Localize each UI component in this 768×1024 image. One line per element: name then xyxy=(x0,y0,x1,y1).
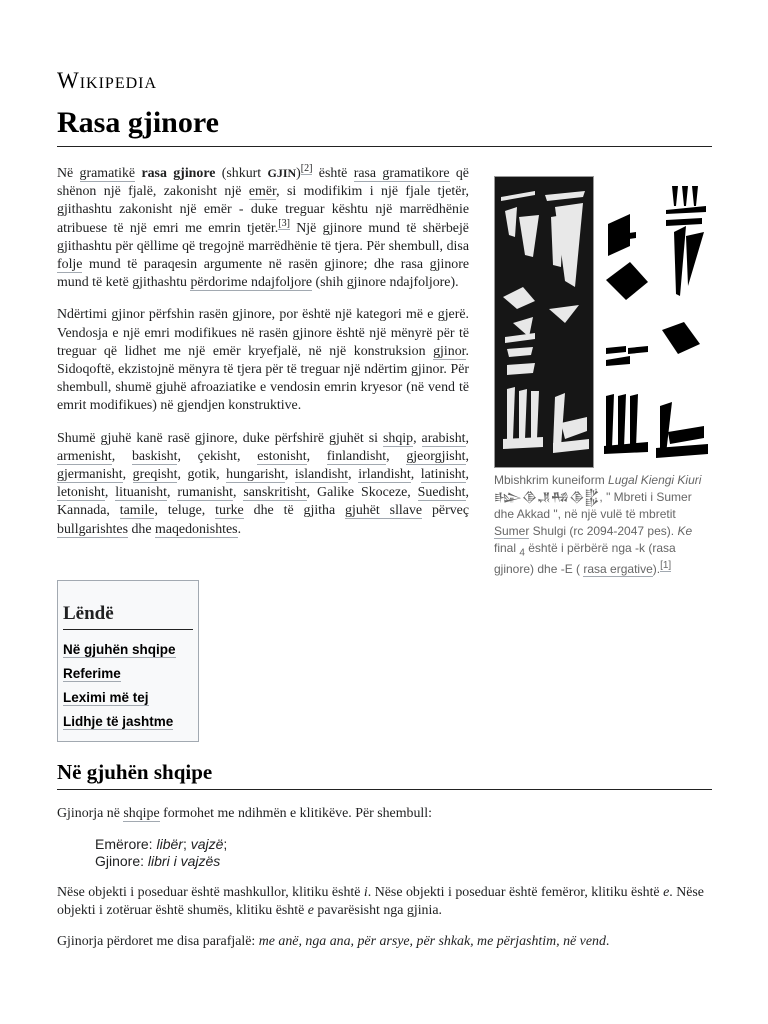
link-tamile[interactable]: tamile xyxy=(119,503,155,519)
text: dhe xyxy=(128,521,156,537)
language-link[interactable]: islandisht xyxy=(294,467,349,483)
text: Gjinore: xyxy=(95,853,148,869)
section-paragraph-3 xyxy=(57,933,712,951)
page-title: Rasa gjinore xyxy=(57,104,712,147)
language-link[interactable]: estonisht xyxy=(257,448,307,464)
text: , " Mbreti i Sumer dhe Akkad ", në një vulë të mbretit xyxy=(494,490,692,521)
reference-1[interactable]: [1] xyxy=(660,560,672,572)
language-link[interactable]: armenisht xyxy=(57,448,112,464)
text: Shulgi (rc 2094-2047 pes). xyxy=(529,524,678,538)
text: Emërore: xyxy=(95,836,157,852)
link-gjuhet-sllave[interactable]: gjuhët sllave xyxy=(345,503,423,519)
text: përveç xyxy=(422,503,469,519)
italic-text: e xyxy=(663,885,670,900)
link-folje[interactable]: folje xyxy=(57,257,83,273)
reference-3[interactable]: [3] xyxy=(278,217,290,229)
text: , teluge, xyxy=(154,503,216,519)
text: , si modifikim i një fjale tjetër, gjithashtu zakonisht një emër - duke treguar kështu një marrëdhënie atribuese të një emri me emrin tjetër. xyxy=(57,184,469,236)
language-link[interactable]: letonisht xyxy=(57,485,105,501)
text: Në xyxy=(57,166,80,181)
text: . Sidoqoftë, ekzistojnë mënyra të tjera për të treguar një ndërtim gjinor. Për shembull, shumë gjuhë afroaziatike e vendosin emrin kryesor (në vend të emrit modifikues) në gjendjen konstruktive. xyxy=(57,343,469,414)
text: ; xyxy=(223,836,228,852)
link-gramatike[interactable]: gramatikë xyxy=(79,166,136,181)
text: Galike Skoceze, xyxy=(317,485,418,501)
language-link[interactable]: latinisht xyxy=(420,467,466,483)
toc-item-referime[interactable]: Referime xyxy=(63,666,121,681)
text: ) xyxy=(296,166,301,181)
text: . Nëse objekti i zotëruar është shumës, klitiku është xyxy=(57,885,704,919)
link-suedisht[interactable]: Suedisht xyxy=(417,485,466,501)
link-perdorime-ndajfoljore[interactable]: përdorime ndajfoljore xyxy=(190,275,312,291)
toc-item-ne-gjuhen-shqipe[interactable]: Në gjuhën shqipe xyxy=(63,642,176,657)
language-link[interactable]: shqip xyxy=(382,430,414,446)
italic-text: Lugal Kiengi Kiuri xyxy=(608,473,702,487)
text: pavarësisht nga gjinia. xyxy=(313,903,442,919)
text: ). xyxy=(652,562,661,577)
text: mund të paraqesin argumente në rasën gjinore; dhe rasa gjinore mund të ketë gjithashtu xyxy=(57,257,469,291)
language-link[interactable]: gjeorgjisht xyxy=(406,448,466,464)
section-paragraph-1 xyxy=(57,805,712,823)
text: Gjinorja përdoret me disa parafjalë: xyxy=(57,934,259,949)
paragraph-3 xyxy=(57,430,469,539)
text: , Kannada, xyxy=(57,485,470,519)
text: Shumë gjuhë kanë rasë gjinore, duke përfshirë gjuhët si xyxy=(57,430,383,446)
language-link[interactable]: gjermanisht xyxy=(57,467,123,483)
toc-item-lidhje-te-jashtme[interactable]: Lidhje të jashtme xyxy=(63,714,174,729)
italic-text: vajzë xyxy=(190,836,224,852)
link-rasa-gramatikore[interactable]: rasa gramatikore xyxy=(353,166,450,181)
text: Ndërtimi gjinor përfshin rasën gjinore, por është një kategori më e gjerë. Vendosja e një emri modifikues në rasën gjinore është një mënyrë për të treguar që lidhet me një emër kryefjalë, në një konstruksion xyxy=(57,307,469,359)
link-maqedonishtes[interactable]: maqedonishtes xyxy=(155,521,238,537)
example-gjinore xyxy=(95,852,750,870)
text: është xyxy=(312,166,354,181)
text: Nëse objekti i poseduar është mashkullor, klitiku është xyxy=(57,885,364,900)
text: formohet me ndihmën e klitikëve. Për shembull: xyxy=(159,806,432,821)
figure-caption xyxy=(494,472,712,578)
language-link[interactable]: irlandisht xyxy=(358,467,411,483)
language-link[interactable]: sanskritisht xyxy=(243,485,307,501)
link-emer[interactable]: emër xyxy=(248,184,277,200)
language-link[interactable]: baskisht xyxy=(131,448,178,464)
language-link[interactable]: greqisht xyxy=(132,467,178,483)
italic-text: libër xyxy=(156,836,183,852)
link-rasa-ergative[interactable]: rasa ergative xyxy=(583,562,653,577)
bold-term: rasa gjinore xyxy=(141,166,216,181)
section-paragraph-2 xyxy=(57,884,712,920)
link-gjinor[interactable]: gjinor xyxy=(433,343,466,359)
text: Mbishkrim kuneiform xyxy=(494,473,609,487)
text: (shih gjinore ndajfoljore). xyxy=(311,275,459,291)
language-link[interactable]: lituanisht xyxy=(115,485,167,501)
italic-text: libri i vajzës xyxy=(147,853,221,869)
text: final xyxy=(494,541,520,555)
example-emerore xyxy=(95,835,750,853)
link-shqipe[interactable]: shqipe xyxy=(123,806,160,821)
link-sumer[interactable]: Sumer xyxy=(494,524,530,538)
italic-text: Ke xyxy=(677,524,693,538)
link-bullgarishtes[interactable]: bullgarishtes xyxy=(57,521,128,537)
text: dhe të gjitha xyxy=(243,503,346,519)
text: Një gjinore mund të shërbejë gjithashtu për qëllime që tregojnë marrëdhënie të tjera. Për shembull, disa xyxy=(57,220,469,254)
language-link[interactable]: hungarisht xyxy=(226,467,285,483)
paragraph-1 xyxy=(57,164,469,292)
language-link[interactable]: arabisht xyxy=(421,430,466,446)
language-link[interactable]: rumanisht xyxy=(177,485,233,501)
toc-item-leximi-me-tej[interactable]: Leximi më tej xyxy=(63,690,149,705)
text: që shënon një fjalë, zakonisht një xyxy=(57,166,469,200)
paragraph-2 xyxy=(57,306,469,415)
cuneiform-seal-photo[interactable] xyxy=(494,176,594,468)
link-turke[interactable]: turke xyxy=(215,503,244,519)
text: ; xyxy=(182,836,191,852)
language-list: shqip, arabisht, armenisht, baskisht, çekisht, estonisht, finlandisht, gjeorgjisht, gjermanisht, greqisht, gotik, hungarisht, islandisht, irlandisht, latinisht, letonisht, lituanisht, rumanisht, sanskritisht, xyxy=(57,430,470,501)
language-link[interactable]: finlandisht xyxy=(326,448,387,464)
reference-2[interactable]: [2] xyxy=(300,163,313,175)
text: . Nëse objekti i poseduar është femëror, klitiku është xyxy=(367,885,664,900)
abbreviation: GJIN xyxy=(267,166,297,180)
text: . xyxy=(237,521,242,537)
toc-title: Lëndë xyxy=(63,603,193,630)
wikipedia-wordmark[interactable]: Wikipedia xyxy=(57,68,158,93)
italic-text: me anë, nga ana, për arsye, për shkak, me përjashtim, në vend xyxy=(258,934,606,949)
italic-text: e xyxy=(307,903,314,919)
cuneiform-text: 𒈗𒆠𒂗𒄀𒆠𒌵 xyxy=(494,490,600,504)
text: . xyxy=(605,934,610,949)
language-link: gotik xyxy=(187,467,217,483)
table-of-contents xyxy=(57,580,199,742)
language-link: çekisht xyxy=(197,448,238,464)
text: është i përbërë nga -k (rasa gjinore) dhe -E ( xyxy=(494,541,676,577)
cuneiform-figure xyxy=(494,176,712,578)
text: Gjinorja në xyxy=(57,806,124,821)
italic-text: i xyxy=(363,885,368,900)
text: (shkurt xyxy=(215,166,268,181)
article-intro xyxy=(57,164,469,553)
subscript: 4 xyxy=(519,547,525,559)
cuneiform-drawing[interactable] xyxy=(600,176,712,466)
section-heading: Në gjuhën shqipe xyxy=(57,760,712,790)
